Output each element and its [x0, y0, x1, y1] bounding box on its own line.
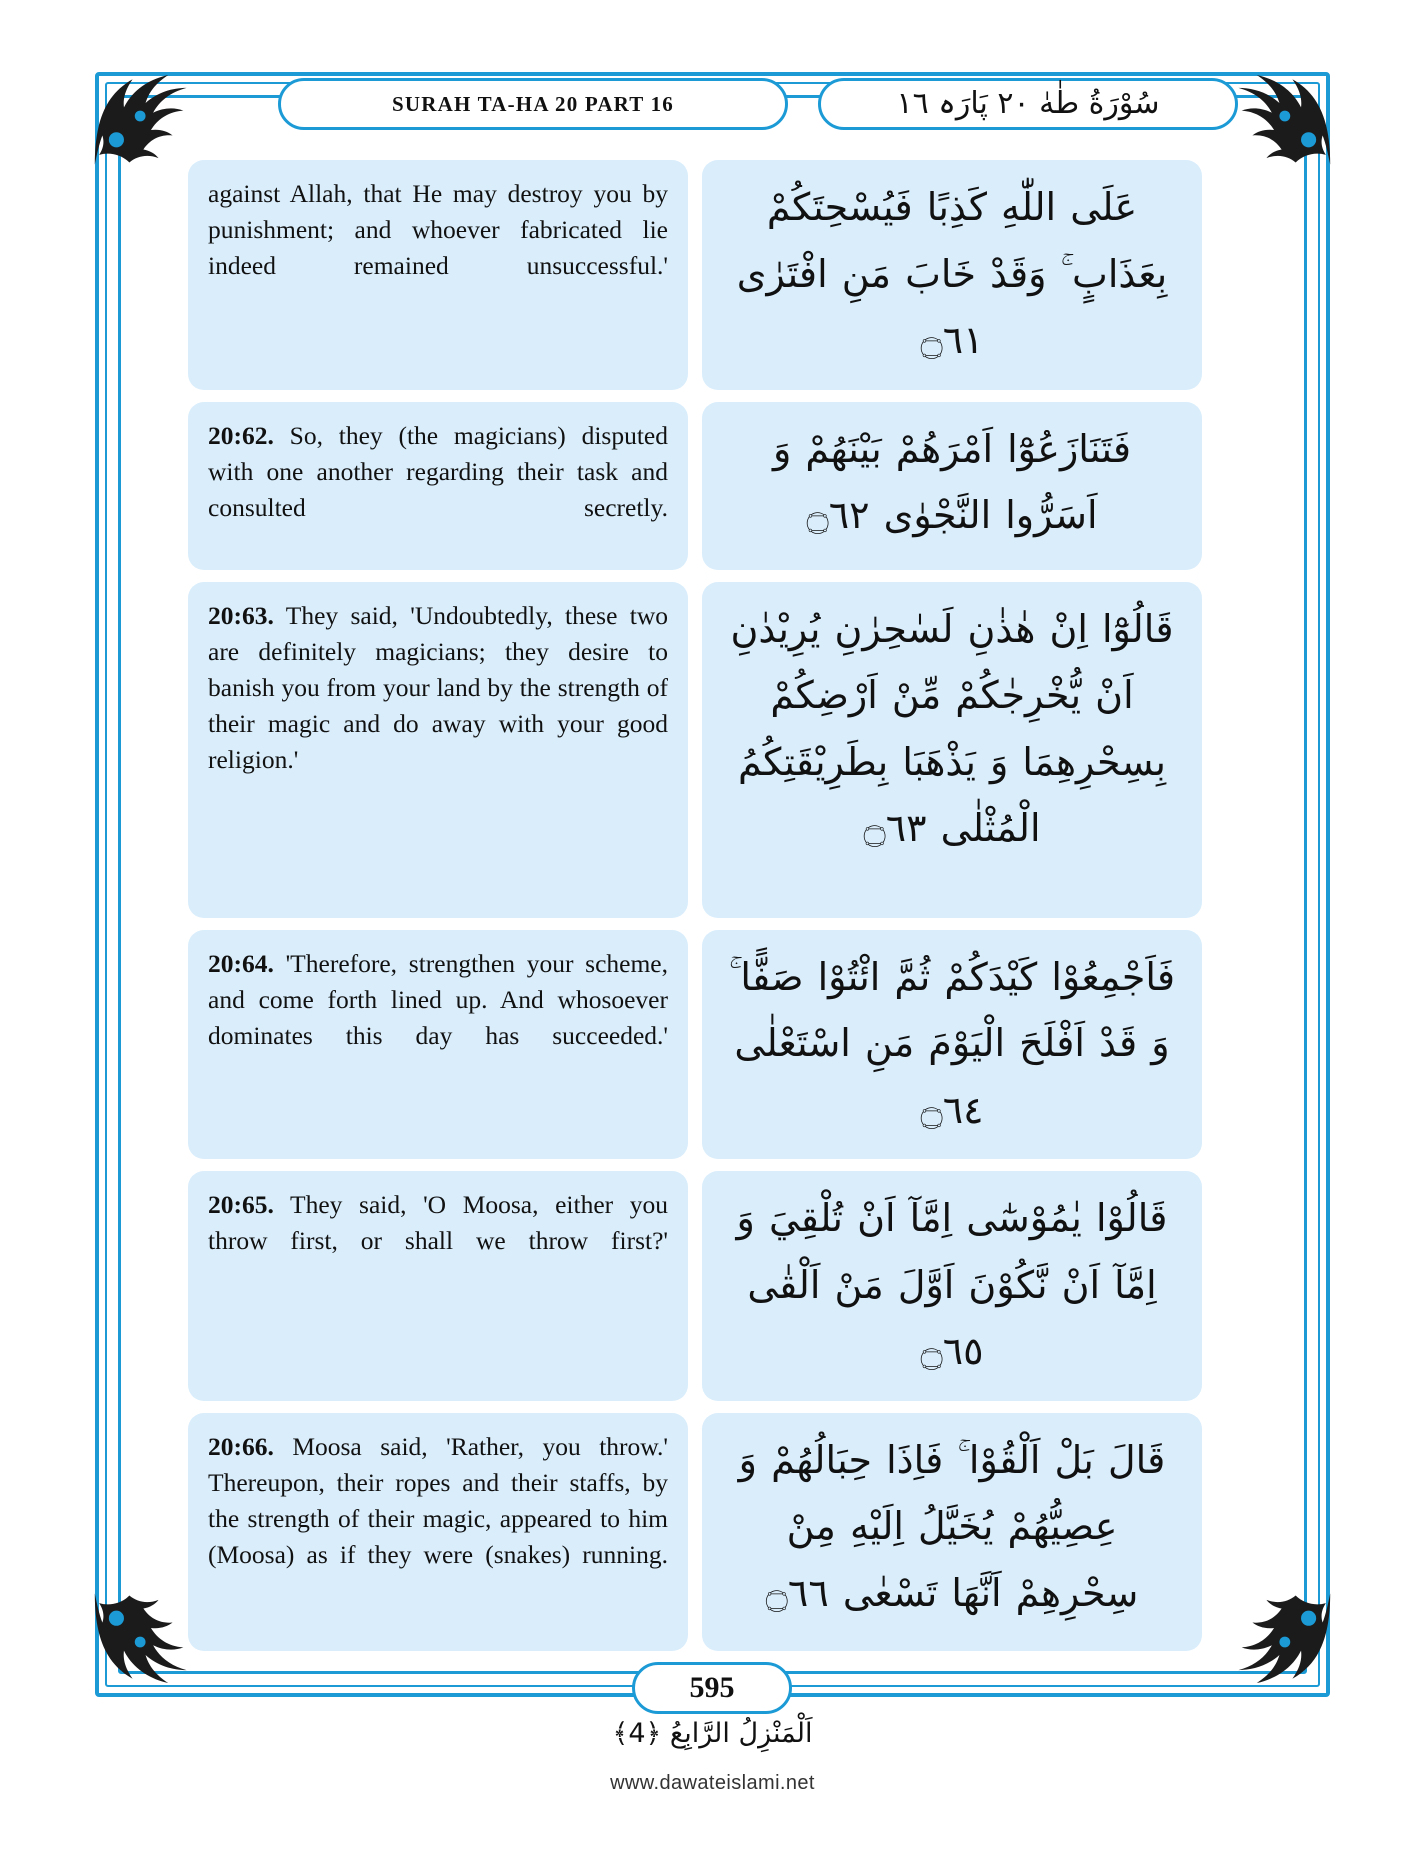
verse-row: [188, 1413, 1236, 1651]
verse-text-ar: قَالُوْا يٰمُوْسٰٓى اِمَّآ اَنْ تُلْقِيَ وَ اِمَّآ اَنْ نَّكُوْنَ اَوَّلَ مَنْ اَلْقٰى ۝٦٥: [702, 1171, 1202, 1401]
website-url: www.dawateislami.net: [610, 1772, 815, 1794]
verse-table: [188, 160, 1236, 1640]
verse-text-ar: قَالُوْٓا اِنْ هٰذٰنِ لَسٰحِرٰنِ يُرِيْدٰنِ اَنْ يُّخْرِجٰكُمْ مِّنْ اَرْضِكُمْ بِسِحْرِهِمَا وَ يَذْهَبَا بِطَرِيْقَتِكُمُ الْمُثْلٰى ۝٦٣: [702, 582, 1202, 918]
verse-row: [188, 1171, 1236, 1401]
page-number-badge: 595: [632, 1662, 792, 1714]
verse-translation-en: 20:65. They said, 'O Moosa, either you throw first, or shall we throw first?': [188, 1171, 688, 1401]
verse-translation-en: 20:63. They said, 'Undoubtedly, these two are definitely magicians; they desire to banish you from your land by the strength of their magic and do away with your good religion.': [188, 582, 688, 918]
verse-translation-en: 20:62. So, they (the magicians) disputed with one another regarding their task and consulted secretly.: [188, 402, 688, 570]
verse-text-ar: قَالَ بَلْ اَلْقُوْا ۚ فَاِذَا حِبَالُهُمْ وَ عِصِيُّهُمْ يُخَيَّلُ اِلَيْهِ مِنْ سِحْرِهِمْ اَنَّهَا تَسْعٰى ۝٦٦: [702, 1413, 1202, 1651]
verse-row: [188, 160, 1236, 390]
page-header: [118, 78, 1307, 134]
verse-row: [188, 402, 1236, 570]
verse-translation-en: 20:64. 'Therefore, strengthen your scheme, and come forth lined up. And whosoever dominates this day has succeeded.': [188, 930, 688, 1160]
verse-text-ar: فَاَجْمِعُوْا كَيْدَكُمْ ثُمَّ ائْتُوْا صَفًّا ۚ وَ قَدْ اَفْلَحَ الْيَوْمَ مَنِ اسْتَعْلٰى ۝٦٤: [702, 930, 1202, 1160]
verse-translation-en: 20:66. Moosa said, 'Rather, you throw.' Thereupon, their ropes and their staffs, by the strength of their magic, appeared to him (Moosa) as if they were (snakes) running.: [188, 1413, 688, 1651]
corner-ornament-icon: [1233, 1588, 1341, 1696]
header-surah-title-ar: [818, 78, 1238, 130]
header-surah-title-ar-text: سُوْرَةُ طٰهٰ ٢٠ پَارَہ ١٦: [896, 86, 1160, 121]
corner-ornament-icon: [84, 1588, 192, 1696]
verse-translation-en: against Allah, that He may destroy you by punishment; and whoever fabricated lie indeed remained unsuccessful.': [188, 160, 688, 390]
header-surah-title-en-text: SURAH TA-HA 20 PART 16: [392, 91, 674, 116]
verse-text-ar: فَتَنَازَعُوْٓا اَمْرَهُمْ بَيْنَهُمْ وَ اَسَرُّوا النَّجْوٰى ۝٦٢: [702, 402, 1202, 570]
manzil-label: اَلْمَنْزِلُ الرَّابِعُ ﴿4﴾: [612, 1718, 813, 1749]
verse-row: [188, 930, 1236, 1160]
verse-text-ar: عَلَى اللّٰهِ كَذِبًا فَيُسْحِتَكُمْ بِعَذَابٍ ۚ وَقَدْ خَابَ مَنِ افْتَرٰى ۝٦١: [702, 160, 1202, 390]
verse-row: [188, 582, 1236, 918]
header-surah-title-en: [278, 78, 788, 130]
